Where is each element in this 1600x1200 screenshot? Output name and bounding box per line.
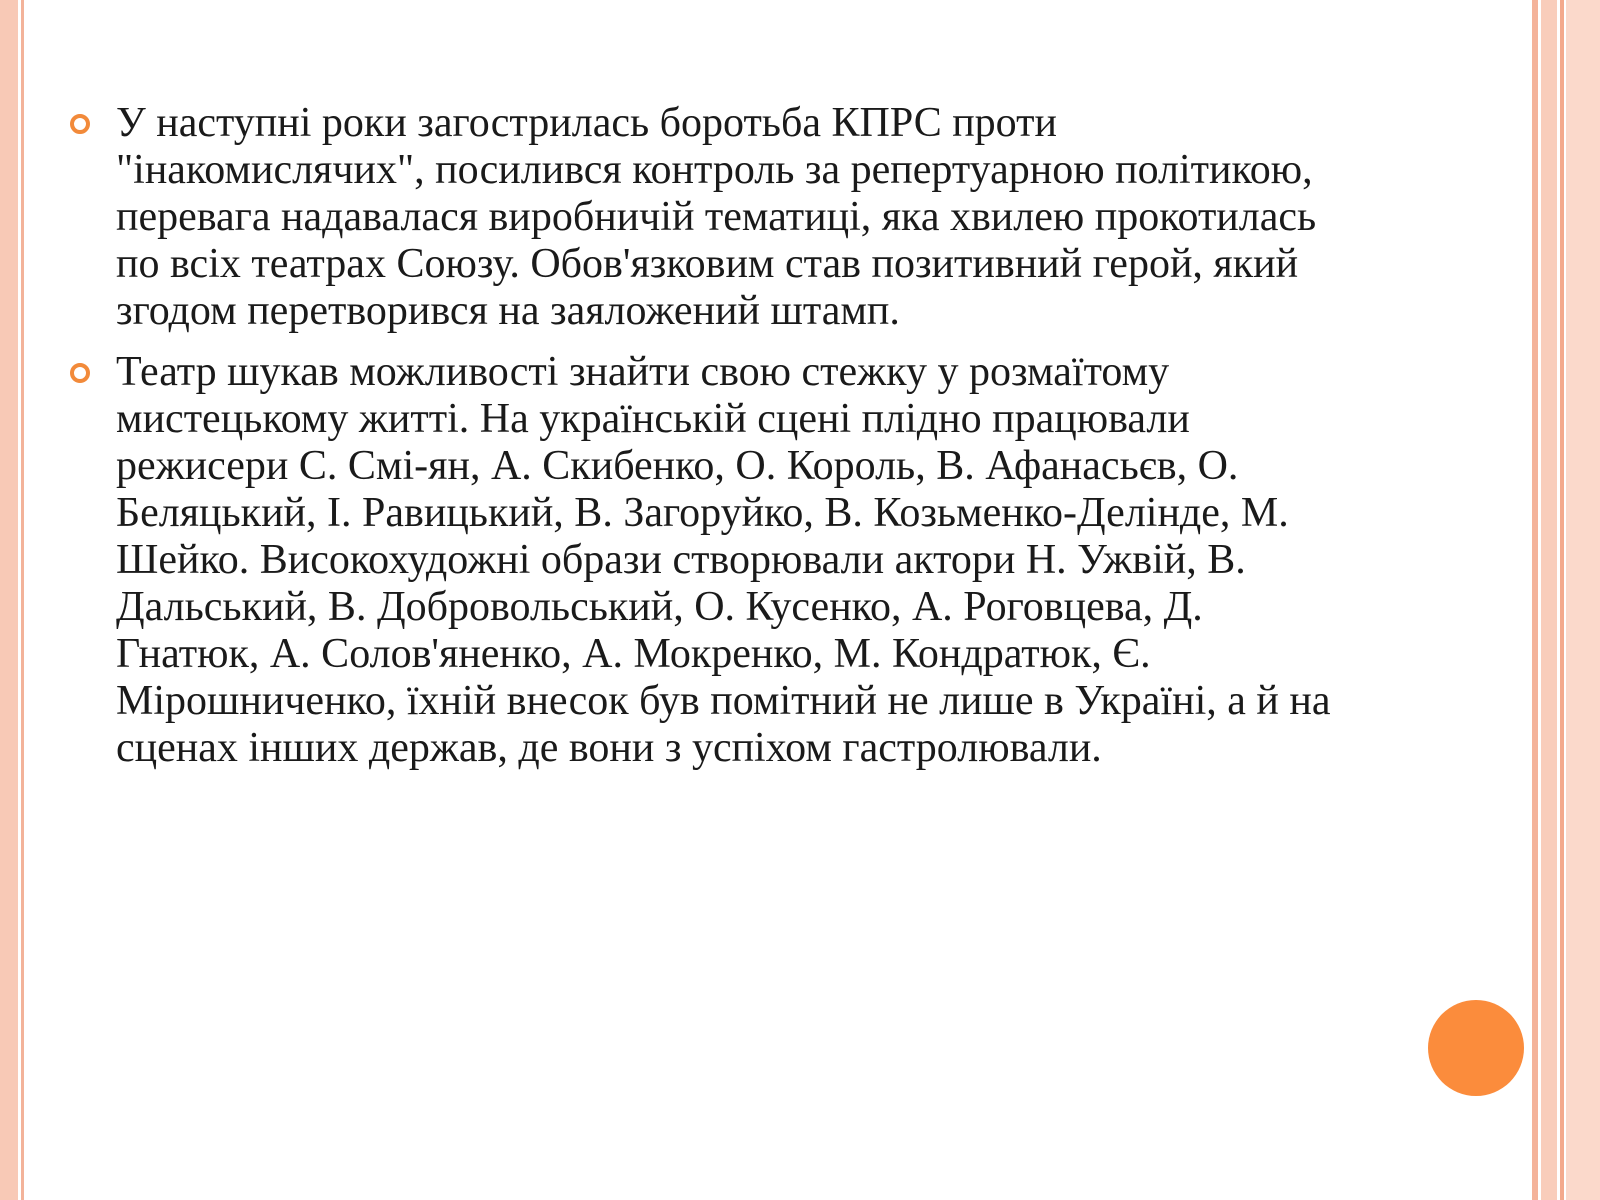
bullet-text: Театр шукав можливості знайти свою стежку у розмаїтому мистецькому житті. На українській сцені плідно працювали режисери С. Смі-ян, А. Скибенко, О. Король, В. Афанасьєв, О. Беляцький, І. Равицький, В. Загоруйко, В. Козьменко-Делінде, М. Шейко. Високохудожні образи створювали актори Н. Ужвій, В. Дальський, В. Добровольський, О. Кусенко, А. Роговцева, Д. Гнатюк, А. Солов'яненко, А. Мокренко, М. Кондратюк, Є. Мірошниченко, їхній внесок був помітний не лише в Україні, а й на сценах інших держав, де вони з успіхом гастролювали. bbox=[116, 349, 1331, 771]
ring-bullet-icon bbox=[70, 363, 90, 383]
right-border-band-1 bbox=[1541, 0, 1557, 1200]
bullet-item bbox=[70, 100, 1350, 335]
left-border-line bbox=[21, 0, 24, 1200]
bullet-text: У наступні роки загострилась боротьба КПРС проти "інакомислячих", посилився контроль за репертуарною політикою, перевага надавалася виробничій тематиці, яка хвилею прокотилась по всіх театрах Союзу. Обов'язковим став позитивний герой, який згодом перетворився на заяложений штамп. bbox=[116, 100, 1317, 334]
bullet-list bbox=[70, 100, 1350, 786]
right-border-line-2 bbox=[1560, 0, 1564, 1200]
left-border-band bbox=[0, 0, 18, 1200]
ring-bullet-icon bbox=[70, 114, 90, 134]
orange-circle-icon bbox=[1428, 1000, 1524, 1096]
right-border-band-2 bbox=[1566, 0, 1600, 1200]
bullet-item bbox=[70, 349, 1350, 772]
right-border-line-1 bbox=[1532, 0, 1538, 1200]
